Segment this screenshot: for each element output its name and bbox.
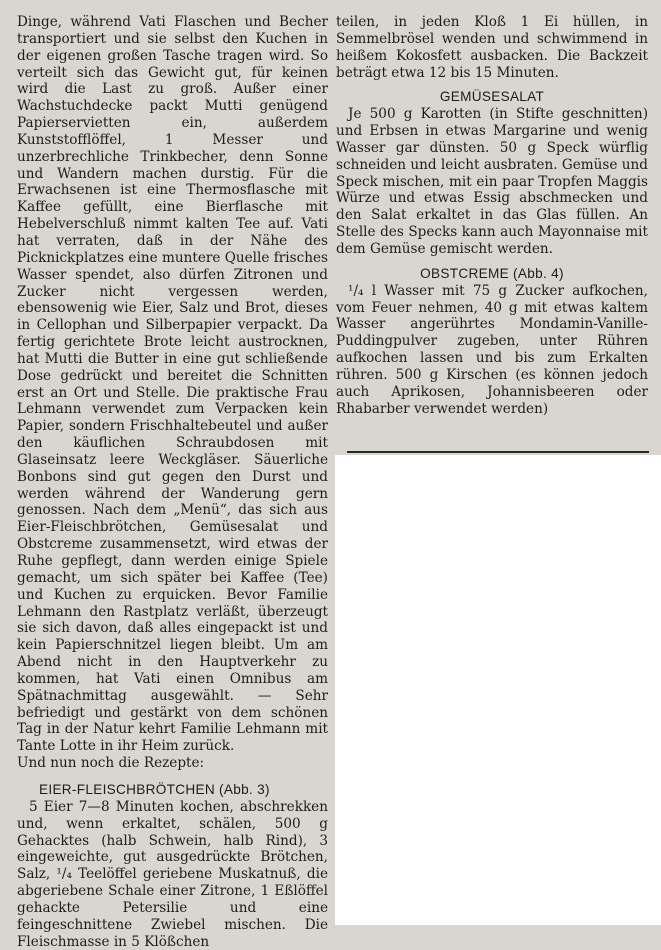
transition-line: Und nun noch die Rezepte: <box>17 755 205 772</box>
blank-image-area <box>335 455 661 925</box>
recipe-heading-eier-fleischbroetchen: EIER-FLEISCHBRÖTCHEN (Abb. 3) <box>39 781 270 797</box>
recipe-text-obstcreme: ¹/₄ l Wasser mit 75 g Zucker aufkochen, vom Feuer nehmen, 40 g mit etwas kaltem Wasser angerührtes Mondamin-Vanille-Puddingpulver zugeben, unter Rühren aufkochen lassen und bis zum Erkalten rühren. 500 g Kirschen (es können jedoch auch Aprikosen, Johannisbeeren oder Rhabarber verwendet werden) <box>336 282 648 417</box>
recipe-text-gemuesesalat: Je 500 g Karotten (in Stifte geschnitten) und Erbsen in etwas Margarine und wenig Wasser gar dünsten. 50 g Speck würflig schneiden und leicht ausbraten. Gemüse und Speck mischen, mit ein paar Tropfen Maggis Würze und etwas Essig abschmecken und den Salat erkaltet in das Glas füllen. An Stelle des Specks kann auch Mayonnaise mit dem Gemüse gemischt werden. <box>336 106 648 257</box>
right-text-column <box>336 14 648 417</box>
recipe-text-eier-fleischbroetchen: 5 Eier 7—8 Minuten kochen, abschrekken und, wenn erkaltet, schälen, 500 g Gehacktes (halb Schwein, halb Rind), 3 eingeweichte, gut ausgedrückte Brötchen, Salz, ¹/₄ Teelöffel geriebene Muskatnuß, die abgeriebene Schale einer Zitrone, 1 Eßlöffel gehackte Petersilie und eine feingeschnittene Zwiebel mischen. Die Fleischmasse in 5 Klößchen <box>17 798 328 950</box>
recipe-text-continued: teilen, in jeden Kloß 1 Ei hüllen, in Semmelbrösel wenden und schwimmend in heißem Kokosfett ausbacken. Die Backzeit beträgt etwa 12 bis 15 Minuten. <box>336 14 648 81</box>
recipe-heading-gemuesesalat: GEMÜSESALAT <box>439 89 545 105</box>
section-divider-rule <box>347 451 649 453</box>
intro-paragraph: Dinge, während Vati Flaschen und Becher transportiert und sie selbst den Kuchen in der eigenen großen Tasche tragen wird. So verteilt sich das Gewicht gut, für keinen wird die Last zu groß. Außer einer Wachstuchdecke packt Mutti genügend Papierservietten ein, außerdem Kunststofflöffel, 1 Messer und unzerbrechliche Trinkbecher, denn Sonne und Wandern machen durstig. Für die Erwachsenen ist eine Thermosflasche mit Kaffee gefüllt, eine Bierflasche mit Hebelverschluß nimmt kalten Tee auf. Vati hat verraten, daß in der Nähe des Picknickplatzes eine muntere Quelle frisches Wasser spendet, also dürfen Zitronen und Zucker nicht vergessen werden, ebensowenig wie Eier, Salz und Brot, dieses in Cellophan und Silberpapier verpackt. Da fertig gerichtete Brote leicht austrocknen, hat Mutti die Butter in eine gut schließende Dose gedrückt und bereitet die Schnitten erst an Ort und Stelle. Die praktische Frau Lehmann verwendet zum Verpacken kein Papier, sondern Frischhaltebeutel und außer den käuflichen Schraubdosen mit Glaseinsatz leere Weckgläser. Säuerliche Bonbons sind gut gegen den Durst und werden während der Wanderung gern genossen. Nach dem „Menü“, das sich aus Eier-Fleischbrötchen, Gemüsesalat und Obstcreme zusammensetzt, wird etwas der Ruhe gepflegt, dann werden einige Spiele gemacht, um sich später bei Kaffee (Tee) und Kuchen zu erquicken. Bevor Familie Lehmann den Rastplatz verläßt, überzeugt sie sich davon, daß alles eingepackt ist und kein Papierschnitzel liegen bleibt. Um am Abend nicht in den Hauptverkehr zu kommen, hat Vati einen Omnibus am Spätnachmittag ausgewählt. — Sehr befriedigt und gestärkt von dem schönen Tag in der Natur kehrt Familie Lehmann mit Tante Lotte in ihr Heim zurück. <box>17 14 328 755</box>
left-text-column <box>17 14 328 950</box>
recipe-heading-obstcreme: OBSTCREME (Abb. 4) <box>420 265 564 281</box>
